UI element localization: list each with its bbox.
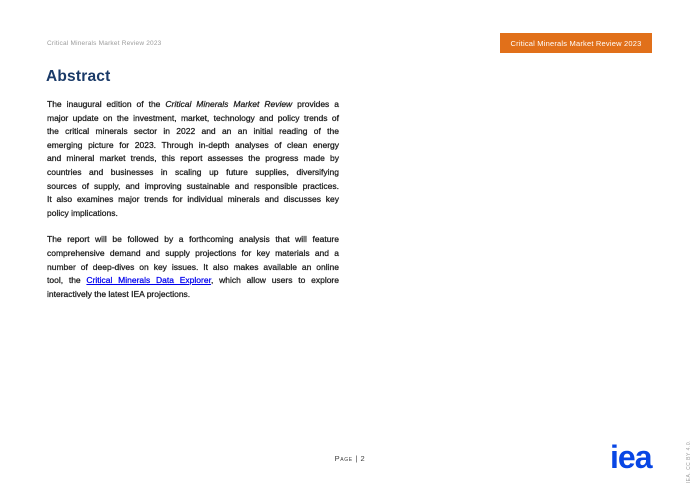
- text-line: [47, 193, 339, 207]
- text-line: [47, 247, 339, 261]
- text-line: [47, 261, 339, 275]
- page-title: Abstract: [46, 68, 111, 85]
- text-line: [47, 180, 339, 194]
- text-segment: , which allow users to explore: [210, 275, 339, 286]
- text-line: [47, 274, 339, 288]
- text-segment: and mineral market trends, this report assesses the progress made by: [47, 153, 339, 164]
- text-line: [47, 166, 339, 180]
- banner-label: Critical Minerals Market Review 2023: [510, 38, 642, 48]
- text-segment: It also examines major trends for individual minerals and discusses key: [47, 194, 339, 205]
- text-line: [47, 125, 339, 139]
- text-line: [47, 152, 339, 166]
- text-segment: tool, the: [47, 275, 87, 286]
- critical-minerals-data-explorer-link[interactable]: Critical Minerals Data Explorer: [86, 275, 211, 286]
- text-line: [47, 112, 339, 126]
- text-segment: provides a: [292, 99, 339, 109]
- text-segment: policy implications.: [47, 207, 118, 218]
- text-segment: number of deep-dives on key issues. It also makes available an online: [47, 261, 339, 272]
- running-header-title: Critical Minerals Market Review 2023: [47, 40, 162, 47]
- text-line: [47, 288, 339, 302]
- text-segment: major update on the investment, market, technology and policy trends of: [47, 112, 339, 123]
- license-side-note: IEA. CC BY 4.0.: [686, 439, 692, 483]
- abstract-body: [47, 98, 339, 314]
- text-segment: comprehensive demand and supply projections for key materials and a: [47, 247, 339, 258]
- report-title-banner: [500, 33, 652, 53]
- text-segment: The report will be followed by a forthcoming analysis that will feature: [47, 234, 339, 245]
- page-number: Page | 2: [334, 454, 366, 463]
- text-line: [47, 139, 339, 153]
- text-segment: interactively the latest IEA projections.: [47, 288, 191, 299]
- italic-text: Critical Minerals Market Review: [165, 99, 293, 109]
- paragraph: [47, 98, 339, 220]
- text-segment: emerging picture for 2023. Through in-depth analyses of clean energy: [47, 139, 339, 150]
- text-line: [47, 207, 339, 221]
- iea-logo: iea: [610, 439, 652, 475]
- text-segment: sources of supply, and improving sustainable and responsible practices.: [47, 180, 339, 191]
- text-segment: countries and businesses in scaling up future supplies, diversifying: [47, 166, 339, 177]
- text-line: [47, 233, 339, 247]
- text-segment: the critical minerals sector in 2022 and an an initial reading of the: [47, 126, 339, 137]
- text-line: [47, 98, 339, 112]
- text-segment: The inaugural edition of the: [47, 99, 166, 109]
- paragraph: [47, 233, 339, 301]
